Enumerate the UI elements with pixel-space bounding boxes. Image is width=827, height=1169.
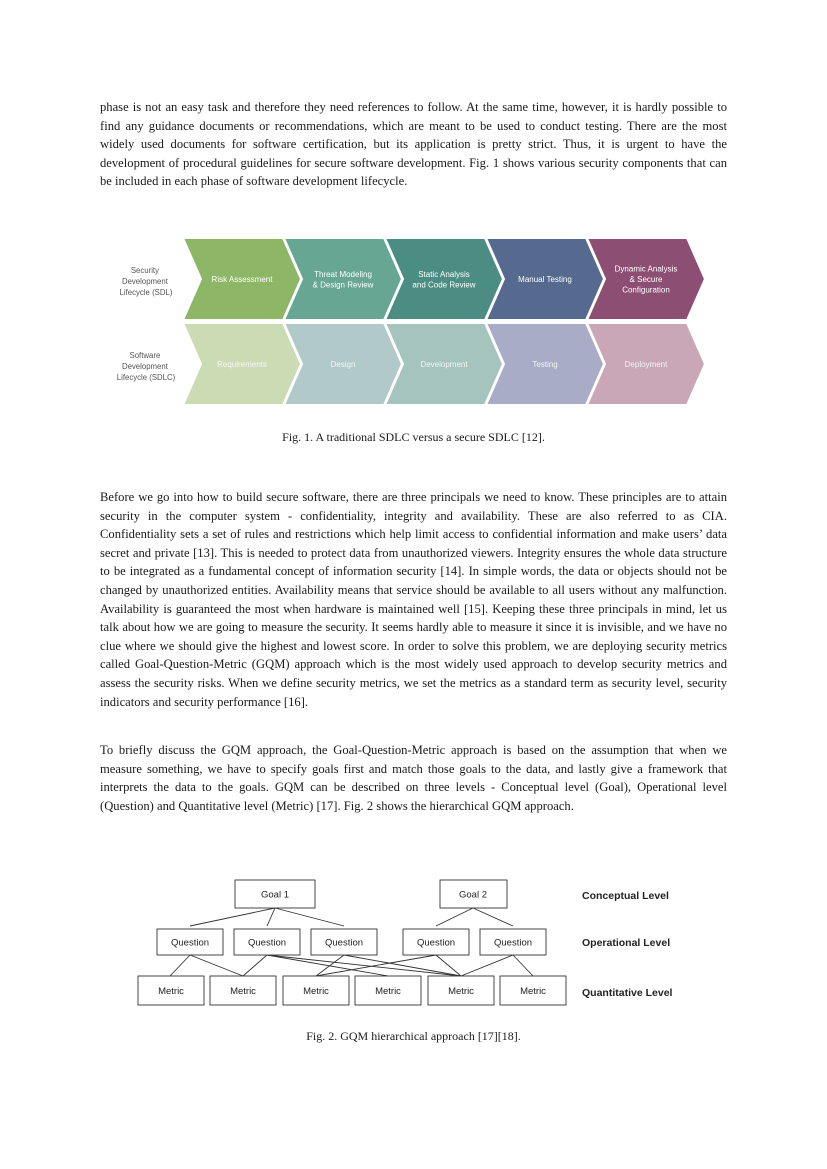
paragraph-cia: Before we go into how to build secure software, there are three principals we need to know. These principles are to attain security in the computer system - confidentiality, integrity and availability. These are also referred to as CIA. Confidentiality sets a set of rules and restrictions which help limit access to confidential information and make users’ data secret and private [13]. This is needed to protect data from unauthorized viewers. Integrity ensures the whole data structure to be integrated as a fundamental concept of information security [14]. In simple words, the data or objects should not be changed by unauthorized entities. Availability means that service should be available to all users without any malfunction. Availability is guaranteed the most when hardware is maintained well [15]. Keeping these three principals in mind, let us talk about how we are going to measure the security. It seems hardly able to measure it since it is invisible, and we have no clue where we should give the highest and lowest score. In order to solve this problem, we are deploying security metrics called Goal-Question-Metric (GQM) approach which is the most widely used approach to develop security metrics and assess the security risks. When we define security metrics, we set the metrics as a standard term as security level, security indicators and security performance [16].: [100, 490, 727, 709]
conceptual-level-label: Conceptual Level: [582, 890, 669, 902]
sdlc-step-label-line: Design: [330, 360, 356, 369]
sdl-step-label: [518, 275, 572, 284]
sdl-row: [183, 238, 705, 320]
metric-label: Metric: [303, 986, 329, 997]
sdlc-step-label-line: Deployment: [624, 360, 668, 369]
metric-label: Metric: [448, 986, 474, 997]
metric-box: [210, 976, 276, 1005]
sdl-row-label: [120, 266, 173, 297]
sdlc-step-5: [587, 323, 705, 405]
sdlc-step-label: [331, 360, 356, 369]
figure-sdl-vs-sdlc: [100, 236, 720, 408]
question-label: Question: [324, 937, 364, 949]
sdl-step-label: [412, 270, 475, 290]
sdl-step-label-line: Static Analysis: [418, 269, 470, 279]
sdl-step-5: [587, 238, 705, 320]
sdlc-step-label: [532, 360, 557, 369]
sdlc-label-line: Lifecycle (SDLC): [116, 373, 176, 382]
sdlc-step-label: [625, 360, 668, 369]
metric-box: [500, 976, 566, 1005]
operational-level-label: Operational Level: [582, 937, 671, 949]
goal-label: Goal 2: [459, 889, 487, 901]
sdl-chevron: [385, 238, 503, 320]
question-label: Question: [170, 937, 210, 949]
sdlc-step-1: [183, 323, 301, 405]
sdl-step-label-line: Manual Testing: [518, 275, 572, 284]
question-box: [403, 929, 469, 955]
sdl-step-label-line: Configuration: [622, 285, 670, 295]
sdl-label-line: Development: [121, 277, 168, 286]
sdl-step-1: [183, 238, 301, 320]
sdlc-step-2: [284, 323, 402, 405]
question-box: [234, 929, 300, 955]
sdlc-step-label-line: Development: [420, 360, 468, 369]
metric-box: [355, 976, 421, 1005]
sdl-label-line: Lifecycle (SDL): [119, 288, 173, 297]
sdlc-step-4: [486, 323, 604, 405]
sdl-step-label-line: Threat Modeling: [314, 269, 372, 279]
quantitative-level-label: Quantitative Level: [582, 987, 673, 999]
sdl-step-label-line: and Code Review: [412, 280, 476, 290]
paragraph-intro: phase is not an easy task and therefore they need references to follow. At the same time, however, it is hardly possible to find any guidance documents or recommendations, which are meant to be used to conduct testing. There are the most widely used documents for software certification, but its application is pretty strict. Thus, it is urgent to have the development of procedural guidelines for secure software development. Fig. 1 shows various security components that can be included in each phase of software development lifecycle.: [100, 100, 727, 189]
metric-box: [138, 976, 204, 1005]
metric-label: Metric: [230, 986, 256, 997]
sdl-step-2: [284, 238, 402, 320]
sdlc-step-3: [385, 323, 503, 405]
sdl-label-line: Security: [130, 266, 159, 275]
paragraph-gqm: To briefly discuss the GQM approach, the Goal-Question-Metric approach is based on the assumption that when we measure something, we have to specify goals first and match those goals to the data, and lastly give a framework that interprets the data to the goals. GQM can be described on three levels - Conceptual level (Goal), Operational level (Question) and Quantitative level (Metric) [17]. Fig. 2 shows the hierarchical GQM approach.: [100, 743, 727, 813]
sdlc-row: [183, 323, 705, 405]
sdl-step-label: [313, 270, 374, 290]
sdlc-row-label: [117, 351, 176, 382]
question-label: Question: [247, 937, 287, 949]
sdlc-step-label: [217, 360, 267, 369]
sdl-chevron: [284, 238, 402, 320]
sdl-step-label-line: & Design Review: [312, 280, 374, 290]
metric-box: [428, 976, 494, 1005]
goal-label: Goal 1: [261, 889, 289, 901]
sdl-step-label-line: Risk Assessment: [211, 275, 273, 284]
metric-box: [283, 976, 349, 1005]
question-box: [311, 929, 377, 955]
figure-gqm-hierarchy: [130, 873, 700, 1011]
sdlc-label-line: Software: [129, 351, 161, 360]
sdl-step-3: [385, 238, 503, 320]
question-box: [157, 929, 223, 955]
goal-box: [440, 880, 507, 908]
figure-1-caption: Fig. 1. A traditional SDLC versus a secure SDLC [12].: [282, 430, 545, 444]
sdlc-step-label-line: Testing: [532, 360, 558, 369]
sdl-step-label: [212, 275, 274, 284]
sdl-step-4: [486, 238, 604, 320]
sdlc-label-line: Development: [121, 362, 168, 371]
question-label: Question: [416, 937, 456, 949]
sdlc-step-label: [420, 360, 468, 369]
metric-label: Metric: [375, 986, 401, 997]
metric-label: Metric: [520, 986, 546, 997]
sdl-step-label-line: & Secure: [629, 275, 663, 284]
question-label: Question: [493, 937, 533, 949]
figure-2-caption: Fig. 2. GQM hierarchical approach [17][18].: [306, 1029, 521, 1043]
goal-box: [235, 880, 315, 908]
sdl-step-label-line: Dynamic Analysis: [614, 264, 678, 274]
sdlc-step-label-line: Requirements: [217, 360, 267, 369]
question-box: [480, 929, 546, 955]
metric-label: Metric: [158, 986, 184, 997]
